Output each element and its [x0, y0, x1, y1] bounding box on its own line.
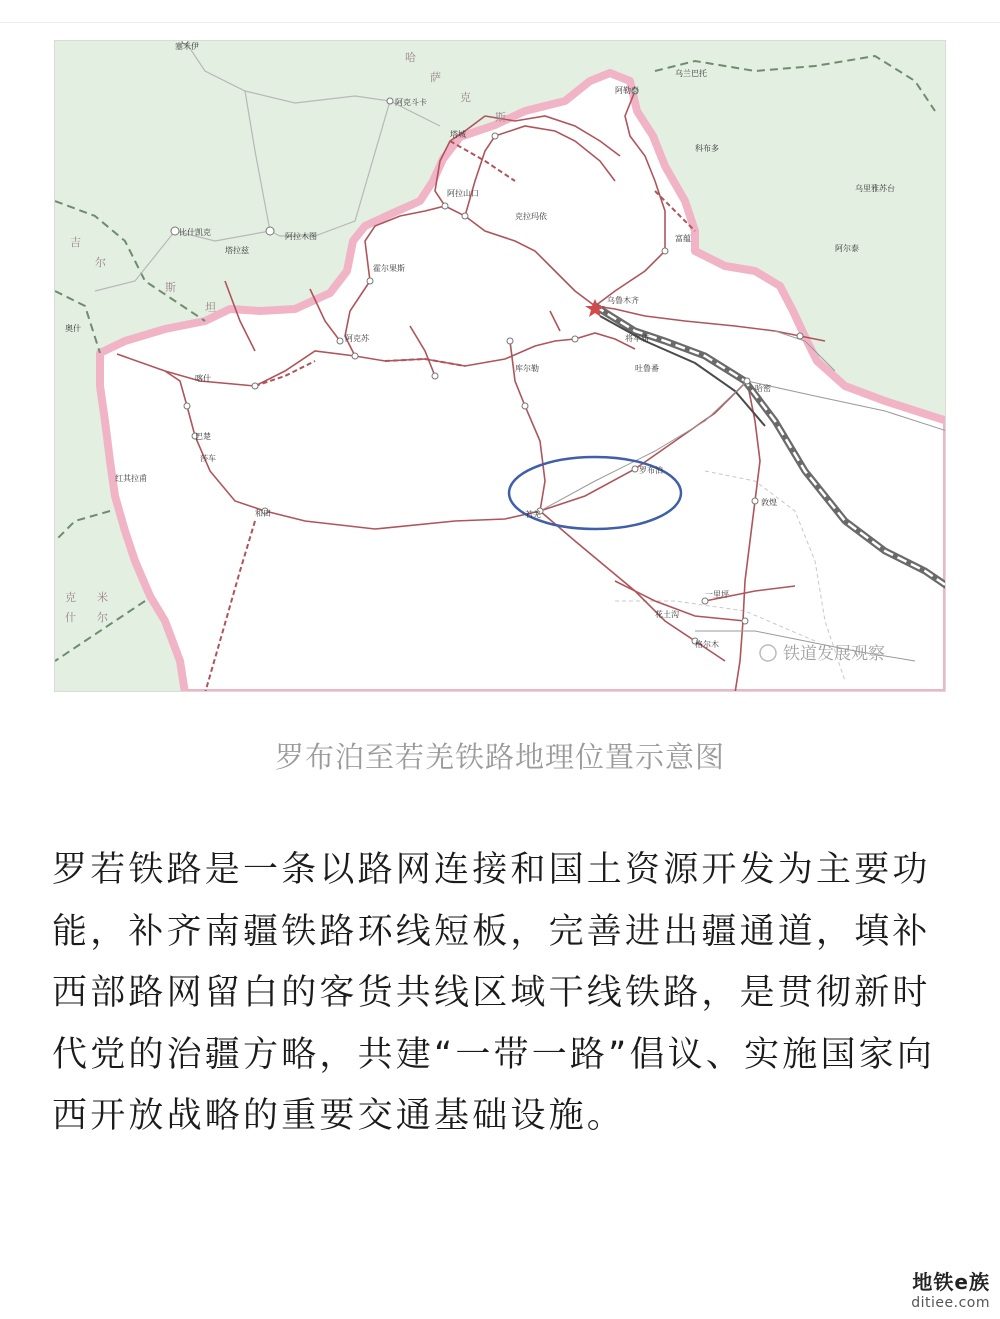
city-label: 霍尔果斯 [373, 264, 405, 273]
svg-text:米: 米 [97, 591, 108, 604]
map-caption: 罗布泊至若羌铁路地理位置示意图 [274, 740, 725, 774]
city-label: 红其拉甫 [115, 474, 147, 483]
city-label: 克拉玛依 [515, 212, 547, 221]
city-label: 敦煌 [761, 498, 777, 507]
city-label: 和田 [255, 509, 271, 518]
city-label: 喀什 [195, 374, 211, 383]
city-label: 哈密 [755, 384, 771, 393]
china-region [100, 73, 946, 692]
logo-url: ditiee.com [911, 1295, 990, 1311]
city-label: 阿尔泰 [835, 244, 859, 253]
city-label: 科布多 [695, 144, 719, 153]
ruoqiang-label: 若羌 [525, 510, 541, 519]
svg-text:斯: 斯 [495, 111, 506, 124]
city-label: 阿克斗卡 [395, 98, 427, 107]
svg-text:铁道发展观察: 铁道发展观察 [783, 644, 885, 664]
svg-text:坦: 坦 [205, 301, 216, 314]
city-label: 阿拉山口 [447, 189, 479, 198]
city-label: 巴楚 [195, 432, 211, 441]
svg-text:哈: 哈 [405, 51, 416, 64]
logo-title: 地铁e族 [912, 1270, 990, 1294]
map-svg [55, 41, 946, 692]
city-label: 乌里雅苏台 [855, 184, 895, 193]
city-label: 吐鲁番 [635, 364, 659, 373]
city-label: 格尔木 [695, 640, 719, 649]
region-char: 萨 [430, 71, 441, 84]
svg-text:吉: 吉 [70, 236, 81, 249]
city-label: 莎车 [200, 454, 216, 463]
svg-text:克: 克 [460, 91, 471, 104]
svg-text:什: 什 [65, 611, 76, 624]
lop-nur-label: 罗布泊 [639, 466, 663, 475]
svg-text:尔: 尔 [97, 611, 108, 624]
city-label: 乌兰巴托 [675, 69, 707, 78]
city-label: 塔拉兹 [225, 246, 249, 255]
article-paragraph: 罗若铁路是一条以路网连接和国土资源开发为主要功能，补齐南疆铁路环线短板，完善进出疆通道，填补西部路网留白的客货共线区域干线铁路，是贯彻新时代党的治疆方略，共建“一带一路”倡议、实施国家向西开放战略的重要交通基础设施。 [52, 850, 936, 1136]
site-logo[interactable] [911, 1266, 990, 1311]
railway-map [54, 40, 946, 692]
city-label: 比什凯克 [179, 228, 211, 237]
city-label: 奥什 [65, 324, 81, 333]
svg-text:尔: 尔 [95, 256, 106, 269]
city-label: 库尔勒 [515, 364, 539, 373]
urumqi-label: 乌鲁木齐 [607, 296, 639, 305]
svg-text:斯: 斯 [165, 281, 176, 294]
city-label: 塞米伊 [175, 42, 199, 51]
city-label: 富蕴 [675, 234, 691, 243]
city-label: 阿勒泰 [615, 86, 639, 95]
city-label: 阿拉木图 [285, 232, 317, 241]
city-label: 花土沟 [655, 610, 679, 619]
city-label: 阿克苏 [345, 334, 369, 343]
city-label: 一里坪 [705, 590, 729, 599]
city-label: 将军庙 [625, 334, 649, 343]
city-label: 塔城 [450, 130, 466, 139]
svg-text:克: 克 [65, 591, 76, 604]
top-divider [0, 22, 1000, 23]
